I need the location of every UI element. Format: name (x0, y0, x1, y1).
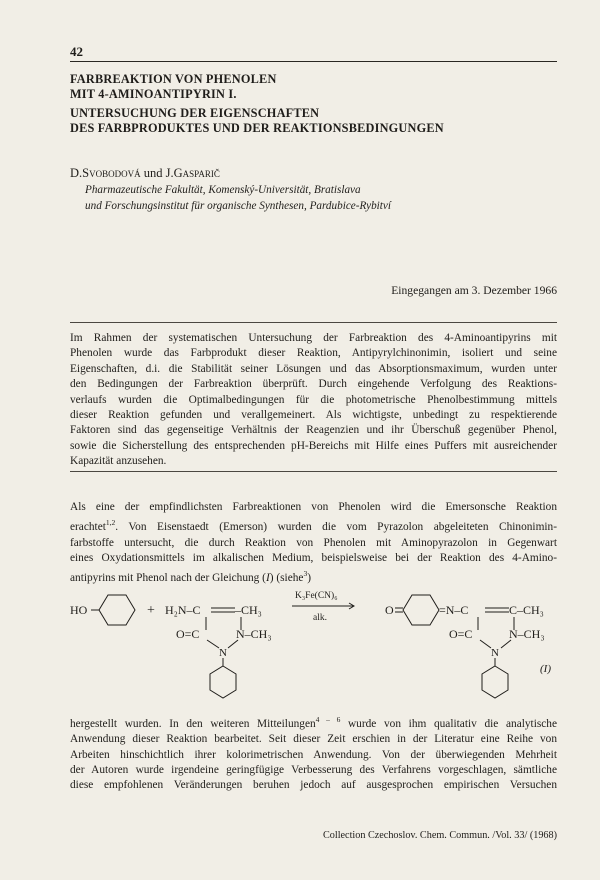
abstract-line: dieser Reaktion gefunden und verallgemeinert. Als wichtigste, unbedingt zu respektierende (70, 409, 557, 422)
carbonyl-label: O=C (176, 627, 200, 641)
plus-sign: + (147, 603, 155, 618)
condition-label: alk. (313, 613, 327, 623)
ring-nitrogen-label: N (219, 647, 227, 659)
hydroxyl-label: HO (70, 603, 88, 617)
bond (480, 640, 491, 648)
phenol-ring (99, 595, 135, 625)
equation-number: (I) (540, 663, 551, 675)
carbon-methyl-label: –CH₃ (235, 603, 262, 617)
product-phenyl-ring (482, 666, 508, 698)
imine-label: =N–C (439, 603, 469, 617)
affiliation-line-2: und Forschungsinstitut für organische Synthesen, Pardubice-Rybitví (85, 200, 391, 212)
received-date: Eingegangen am 3. Dezember 1966 (391, 284, 557, 297)
abstract-line: Phenolen wurde das Farbprodukt dieser Reaktion, Antipyrylchinonimin, isoliert und seine (70, 347, 557, 360)
quinone-oxygen-label: O (385, 603, 394, 617)
abstract-line: Faktoren sind das gegenseitige Verhältnis der Reagenzien und ihr Überschuß gegenüber Phenol, (70, 424, 557, 437)
phenyl-ring (210, 666, 236, 698)
author-2-initial: J. (165, 166, 174, 180)
author-1-surname: Svobodová (82, 166, 141, 180)
amino-carbon-label: H₂N–C (165, 603, 201, 617)
intro-line: antipyrins mit Phenol nach der Gleichung (I) (siehe$^3$) (70, 569, 311, 585)
title-line-1: FARBREAKTION VON PHENOLEN (70, 72, 277, 86)
abstract-line: Eigenschaften, d.i. die Stabilität seiner Lösungen und das Absorptionsmaximum, wurden unter (70, 362, 557, 375)
body-paragraph (70, 712, 557, 794)
citation-superscript: 4 – 6 (315, 715, 341, 724)
citation-superscript: 3 (303, 569, 308, 579)
body-line: hergestellt wurden. In den weiteren Mitteilungen$^{4 - 6}$ wurde von ihm qualitativ die analytische (70, 715, 558, 730)
abstract-line: Kapazität anzusehen. (70, 455, 167, 468)
abstract-line: Im Rahmen der systematischen Untersuchung der Farbreaktion des 4-Aminoantipyrins mit (70, 332, 557, 344)
title-line-4: DES FARBPRODUKTES UND DER REAKTIONSBEDINGUNGEN (70, 120, 444, 135)
citation-superscript: 1,2 (105, 518, 116, 528)
abstract-line: den Bedingungen der Farbreaktion überprüft. Durch eingehende Verfolgung des Reaktions- (70, 378, 557, 391)
journal-footer: Collection Czechoslov. Chem. Commun. /Vol. 33/ (1968) (322, 830, 557, 841)
body-line: Arbeiten hinschichtlich ihrer kolorimetrischen Anwendung. Von der überwiegenden Mehrheit (70, 748, 557, 761)
equation-reference: I (265, 572, 270, 585)
affiliation-line-1: Pharmazeutische Fakultät, Komenský-Universität, Bratislava (85, 184, 361, 196)
title-line-3: UNTERSUCHUNG DER EIGENSCHAFTEN (70, 106, 320, 121)
abstract-line: verlaufs wurden die Optimalbedingungen für die photometrische Phenolbestimmung mittels (70, 393, 557, 406)
intro-line: eines Oxydationsmittels im alkalischen Medium, beispielsweise bei der Reaktion des 4-Amino- (70, 552, 557, 564)
bond (501, 640, 511, 648)
quinone-ring (403, 595, 439, 625)
reagent-label: K₃Fe(CN)₆ (295, 591, 338, 601)
intro-line: Als eine der empfindlichsten Farbreaktionen von Phenolen wird die Emersonsche Reaktion (70, 501, 557, 513)
body-line: diese empfohlenen Veränderungen beruhen jedoch auf ausgesprochen empirischen Versuchen (70, 779, 557, 792)
product-ring-nitrogen-label: N (491, 647, 499, 659)
bond (207, 640, 219, 648)
author-conjunction: und (143, 166, 163, 180)
author-1-initial: D. (70, 166, 83, 180)
intro-line: farbstoffe untersucht, die durch Reaktion von Phenolen mit Aminopyrazolon in Gegenwart (70, 536, 557, 549)
author-2-surname: Gasparič (173, 166, 220, 180)
page-number: 42 (70, 44, 83, 59)
bond (228, 640, 238, 648)
title-line-2: MIT 4-AMINOANTIPYRIN I. (70, 86, 237, 101)
n-methyl-label: N–CH₃ (236, 627, 272, 641)
product-carbon-methyl-label: C–CH₃ (509, 603, 544, 617)
abstract-line: sowie die Sicherstellung des entsprechenden pH-Bereichs mit Hilfe eines Puffers mit ausreichender (70, 439, 557, 452)
product-carbonyl-label: O=C (449, 627, 473, 641)
product-n-methyl-label: N–CH₃ (509, 627, 545, 641)
intro-line: erachtet$^{1,2}$. Von Eisenstaedt (Emerson) wurden die vom Pyrazolon abgeleiteten Chinonimin- (70, 518, 557, 534)
body-line: Anwendung dieser Reaktion bearbeitet. Seit dieser Zeit erschien in der Literatur eine Reihe von (70, 733, 557, 746)
body-line: der Autoren wurde irgendeine geringfügige Verbesserung des Verfahrens vorgeschlagen, sämtliche (70, 764, 557, 776)
